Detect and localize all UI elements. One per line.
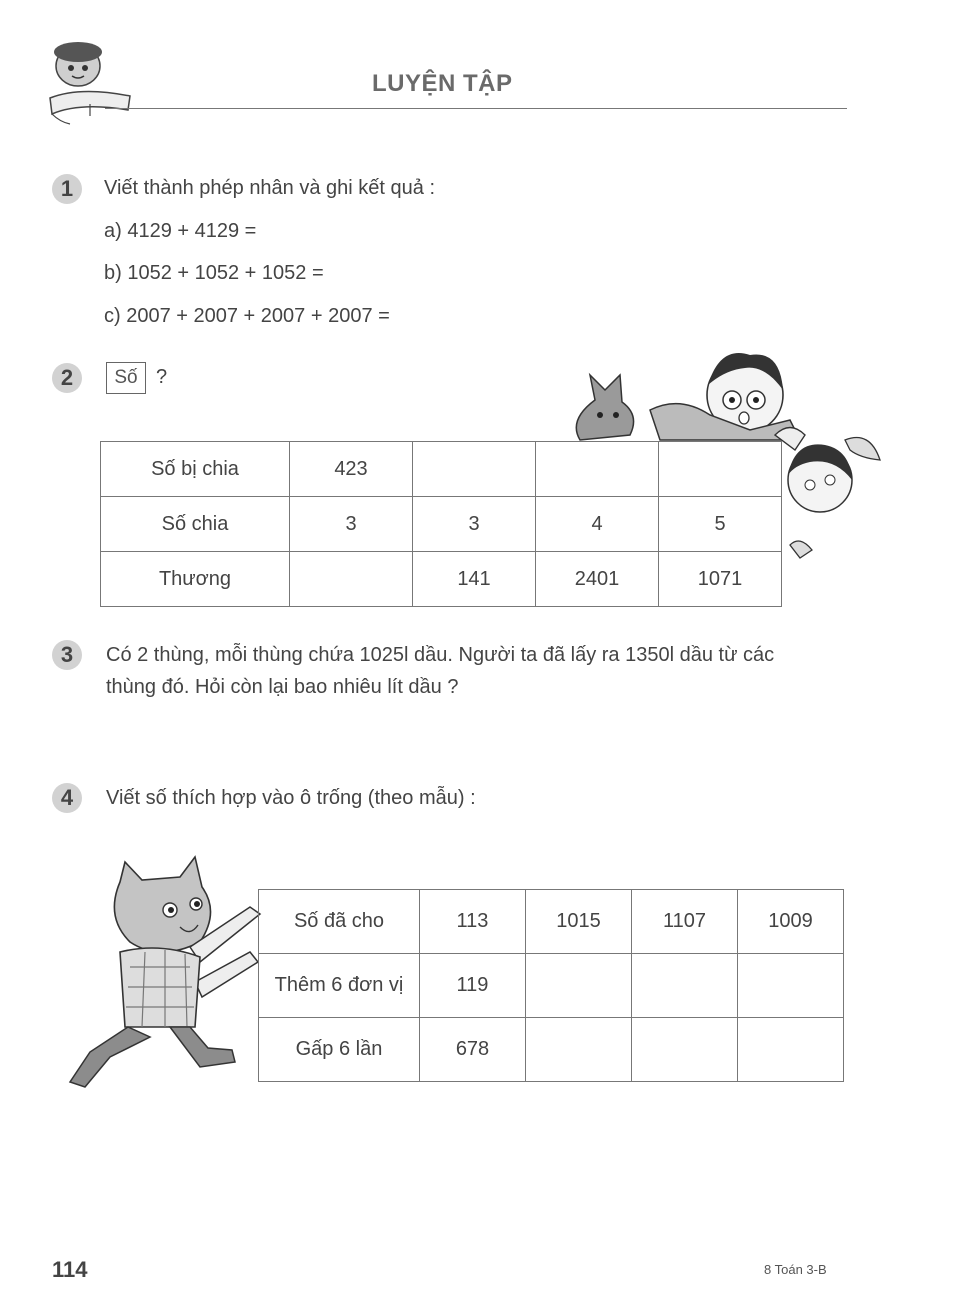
reading-child-icon [40, 38, 135, 128]
number-table [258, 889, 844, 1082]
row-label-given-number: Số đã cho [259, 890, 420, 954]
exercise-4-prompt: Viết số thích hợp vào ô trống (theo mẫu) : [106, 787, 476, 809]
exercise-1-badge: 1 [52, 174, 82, 204]
table-cell: 2401 [536, 552, 659, 607]
row-label-divisor: Số chia [101, 497, 290, 552]
row-label-add-six: Thêm 6 đơn vị [259, 954, 420, 1018]
book-code: 8 Toán 3-B [764, 1262, 827, 1277]
table-cell [290, 552, 413, 607]
table-cell [526, 1018, 632, 1082]
page-number: 114 [52, 1257, 88, 1282]
table-cell [738, 954, 844, 1018]
so-box: Số [106, 362, 146, 394]
title-rule [105, 108, 847, 109]
question-mark: ? [156, 366, 168, 388]
table-cell: 4 [536, 497, 659, 552]
table-cell: 119 [420, 954, 526, 1018]
exercise-1-item-a: a) 4129 + 4129 = [104, 220, 257, 242]
exercise-3-line-1: Có 2 thùng, mỗi thùng chứa 1025l dầu. Người ta đã lấy ra 1350l dầu từ các [106, 644, 775, 666]
table-cell: 1071 [659, 552, 782, 607]
table-cell: 1009 [738, 890, 844, 954]
table-cell [738, 1018, 844, 1082]
table-cell [536, 442, 659, 497]
exercise-1-item-c: c) 2007 + 2007 + 2007 + 2007 = [104, 305, 390, 327]
table-row [259, 1018, 844, 1082]
table-cell [659, 442, 782, 497]
table-cell: 5 [659, 497, 782, 552]
table-cell: 113 [420, 890, 526, 954]
exercise-1-prompt: Viết thành phép nhân và ghi kết quả : [104, 177, 436, 199]
table-row [101, 442, 782, 497]
exercise-1-item-b: b) 1052 + 1052 + 1052 = [104, 262, 324, 284]
page-title: LUYỆN TẬP [372, 70, 513, 97]
table-cell: 1107 [632, 890, 738, 954]
table-cell: 1015 [526, 890, 632, 954]
exercise-4-badge: 4 [52, 783, 82, 813]
exercise-3-line-2: thùng đó. Hỏi còn lại bao nhiêu lít dầu ? [106, 676, 459, 698]
exercise-3-badge: 3 [52, 640, 82, 670]
table-row [101, 552, 782, 607]
table-cell: 141 [413, 552, 536, 607]
table-cell: 678 [420, 1018, 526, 1082]
table-cell [632, 954, 738, 1018]
exercise-2-badge: 2 [52, 363, 82, 393]
table-row [101, 497, 782, 552]
table-row [259, 890, 844, 954]
table-row [259, 954, 844, 1018]
table-cell [632, 1018, 738, 1082]
table-cell: 423 [290, 442, 413, 497]
table-cell: 3 [413, 497, 536, 552]
cat-pushing-icon [50, 852, 270, 1092]
row-label-dividend: Số bị chia [101, 442, 290, 497]
table-cell: 3 [290, 497, 413, 552]
row-label-quotient: Thương [101, 552, 290, 607]
quotient-table [100, 441, 782, 607]
table-cell [526, 954, 632, 1018]
row-label-times-six: Gấp 6 lần [259, 1018, 420, 1082]
table-cell [413, 442, 536, 497]
